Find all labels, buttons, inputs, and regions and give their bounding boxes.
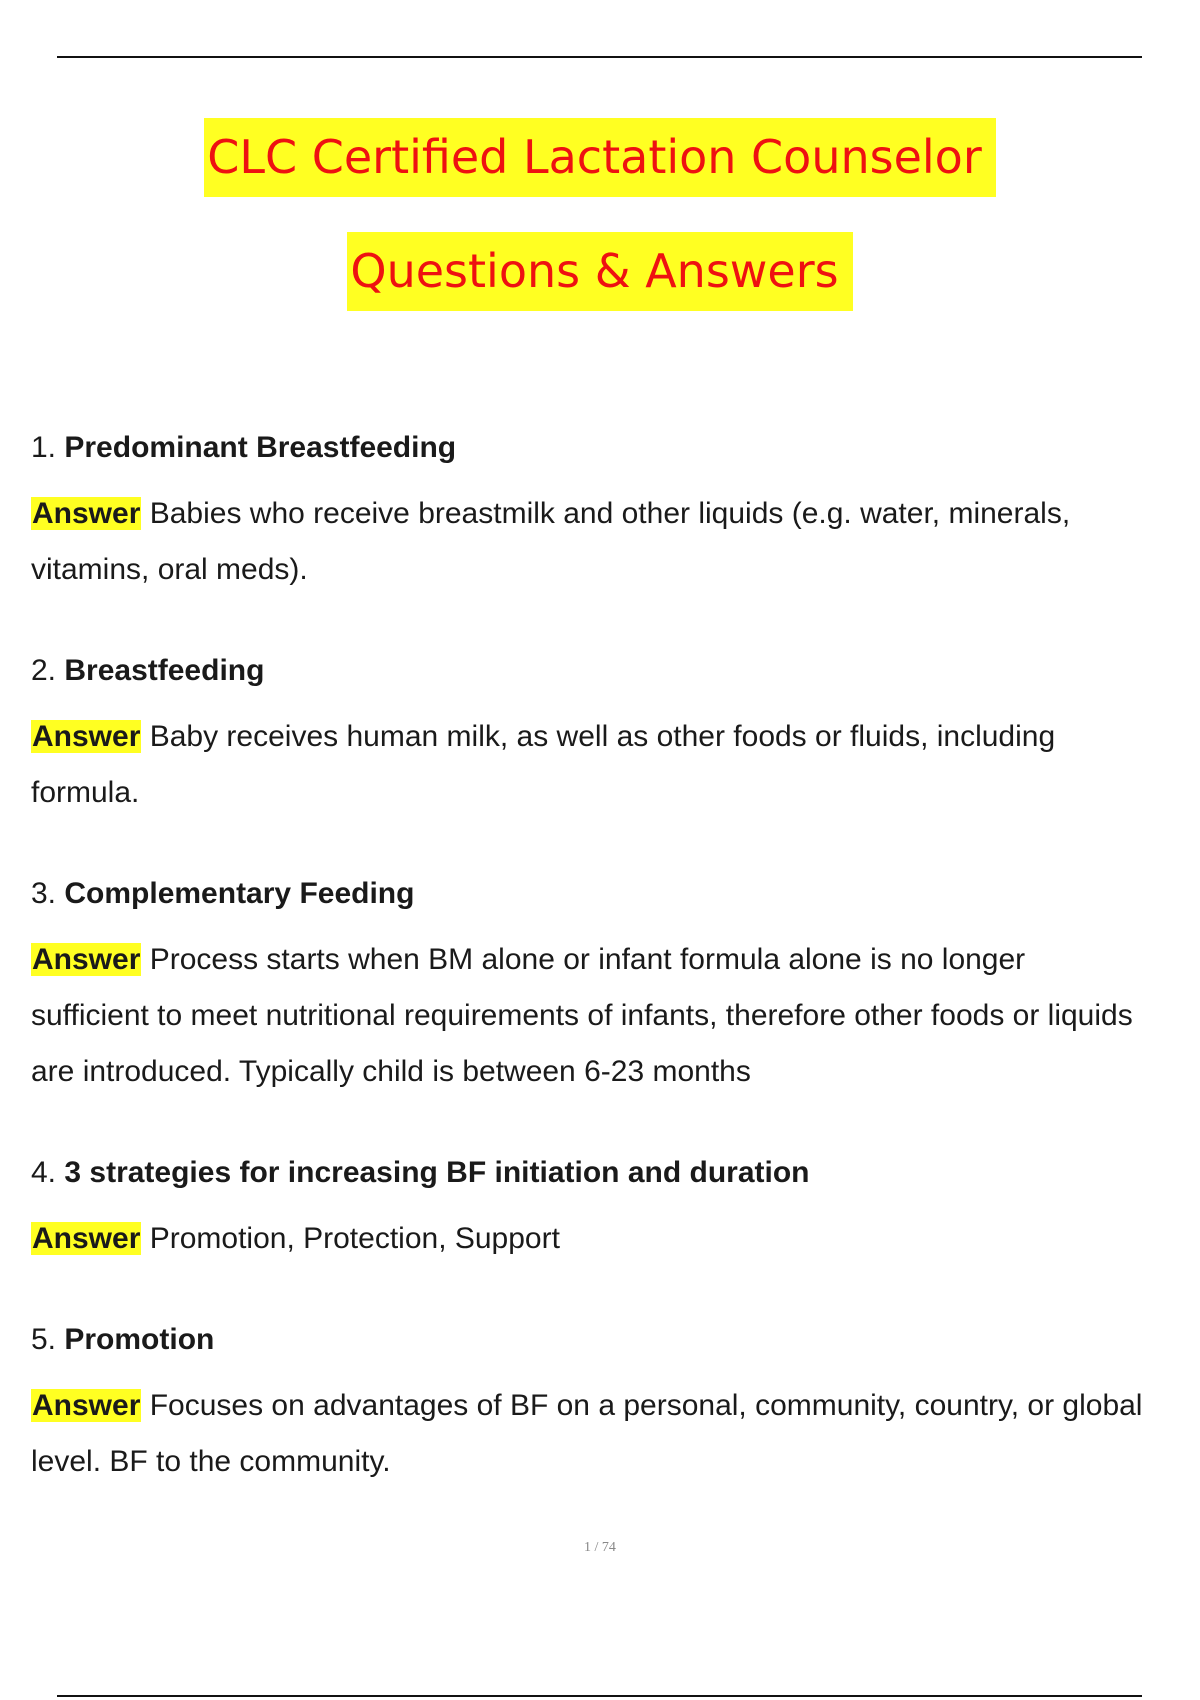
answer-text: Babies who receive breastmilk and other liquids (e.g. water, minerals, vitamins, oral meds). — [31, 497, 1071, 586]
answer-2 — [31, 709, 1151, 821]
answer-text: Focuses on advantages of BF on a personal, community, country, or global level. BF to the community. — [31, 1389, 1143, 1478]
title-line-1-text: CLC Certified Lactation Counselor — [204, 118, 995, 197]
question-text: Predominant Breastfeeding — [64, 431, 457, 464]
page-number: 1 / 74 — [584, 1540, 616, 1555]
title-line-1 — [0, 130, 1200, 184]
answer-5 — [31, 1378, 1151, 1490]
answer-4 — [31, 1211, 1151, 1267]
question-text: Complementary Feeding — [64, 877, 415, 910]
question-number: 2. — [31, 654, 57, 687]
answer-label: Answer — [32, 943, 141, 976]
answer-3 — [31, 932, 1151, 1100]
qa-item-5 — [31, 1322, 1151, 1490]
question-number: 5. — [31, 1323, 57, 1356]
question-number: 3. — [31, 877, 57, 910]
qa-list — [31, 430, 1151, 1545]
answer-text: Baby receives human milk, as well as other foods or fluids, including formula. — [31, 720, 1056, 809]
answer-text: Promotion, Protection, Support — [149, 1222, 560, 1255]
answer-text: Process starts when BM alone or infant formula alone is no longer sufficient to meet nutritional requirements of infants, therefore other foods or liquids are introduced. Typically child is between 6-23 months — [31, 943, 1133, 1088]
title-line-2-text: Questions & Answers — [347, 232, 852, 311]
question-5 — [31, 1322, 1151, 1358]
question-1 — [31, 430, 1151, 466]
question-text: 3 strategies for increasing BF initiation and duration — [64, 1156, 810, 1189]
top-rule — [57, 56, 1142, 58]
question-4 — [31, 1155, 1151, 1191]
answer-label: Answer — [32, 1222, 141, 1255]
question-text: Promotion — [64, 1323, 215, 1356]
answer-label: Answer — [32, 720, 141, 753]
question-text: Breastfeeding — [64, 654, 265, 687]
question-number: 4. — [31, 1156, 57, 1189]
bottom-rule — [57, 1695, 1142, 1697]
question-2 — [31, 653, 1151, 689]
qa-item-3 — [31, 876, 1151, 1100]
title-line-2 — [0, 244, 1200, 298]
qa-item-2 — [31, 653, 1151, 821]
answer-1 — [31, 486, 1151, 598]
qa-item-4 — [31, 1155, 1151, 1267]
question-3 — [31, 876, 1151, 912]
answer-label: Answer — [32, 497, 141, 530]
answer-label: Answer — [32, 1389, 141, 1422]
qa-item-1 — [31, 430, 1151, 598]
question-number: 1. — [31, 431, 57, 464]
